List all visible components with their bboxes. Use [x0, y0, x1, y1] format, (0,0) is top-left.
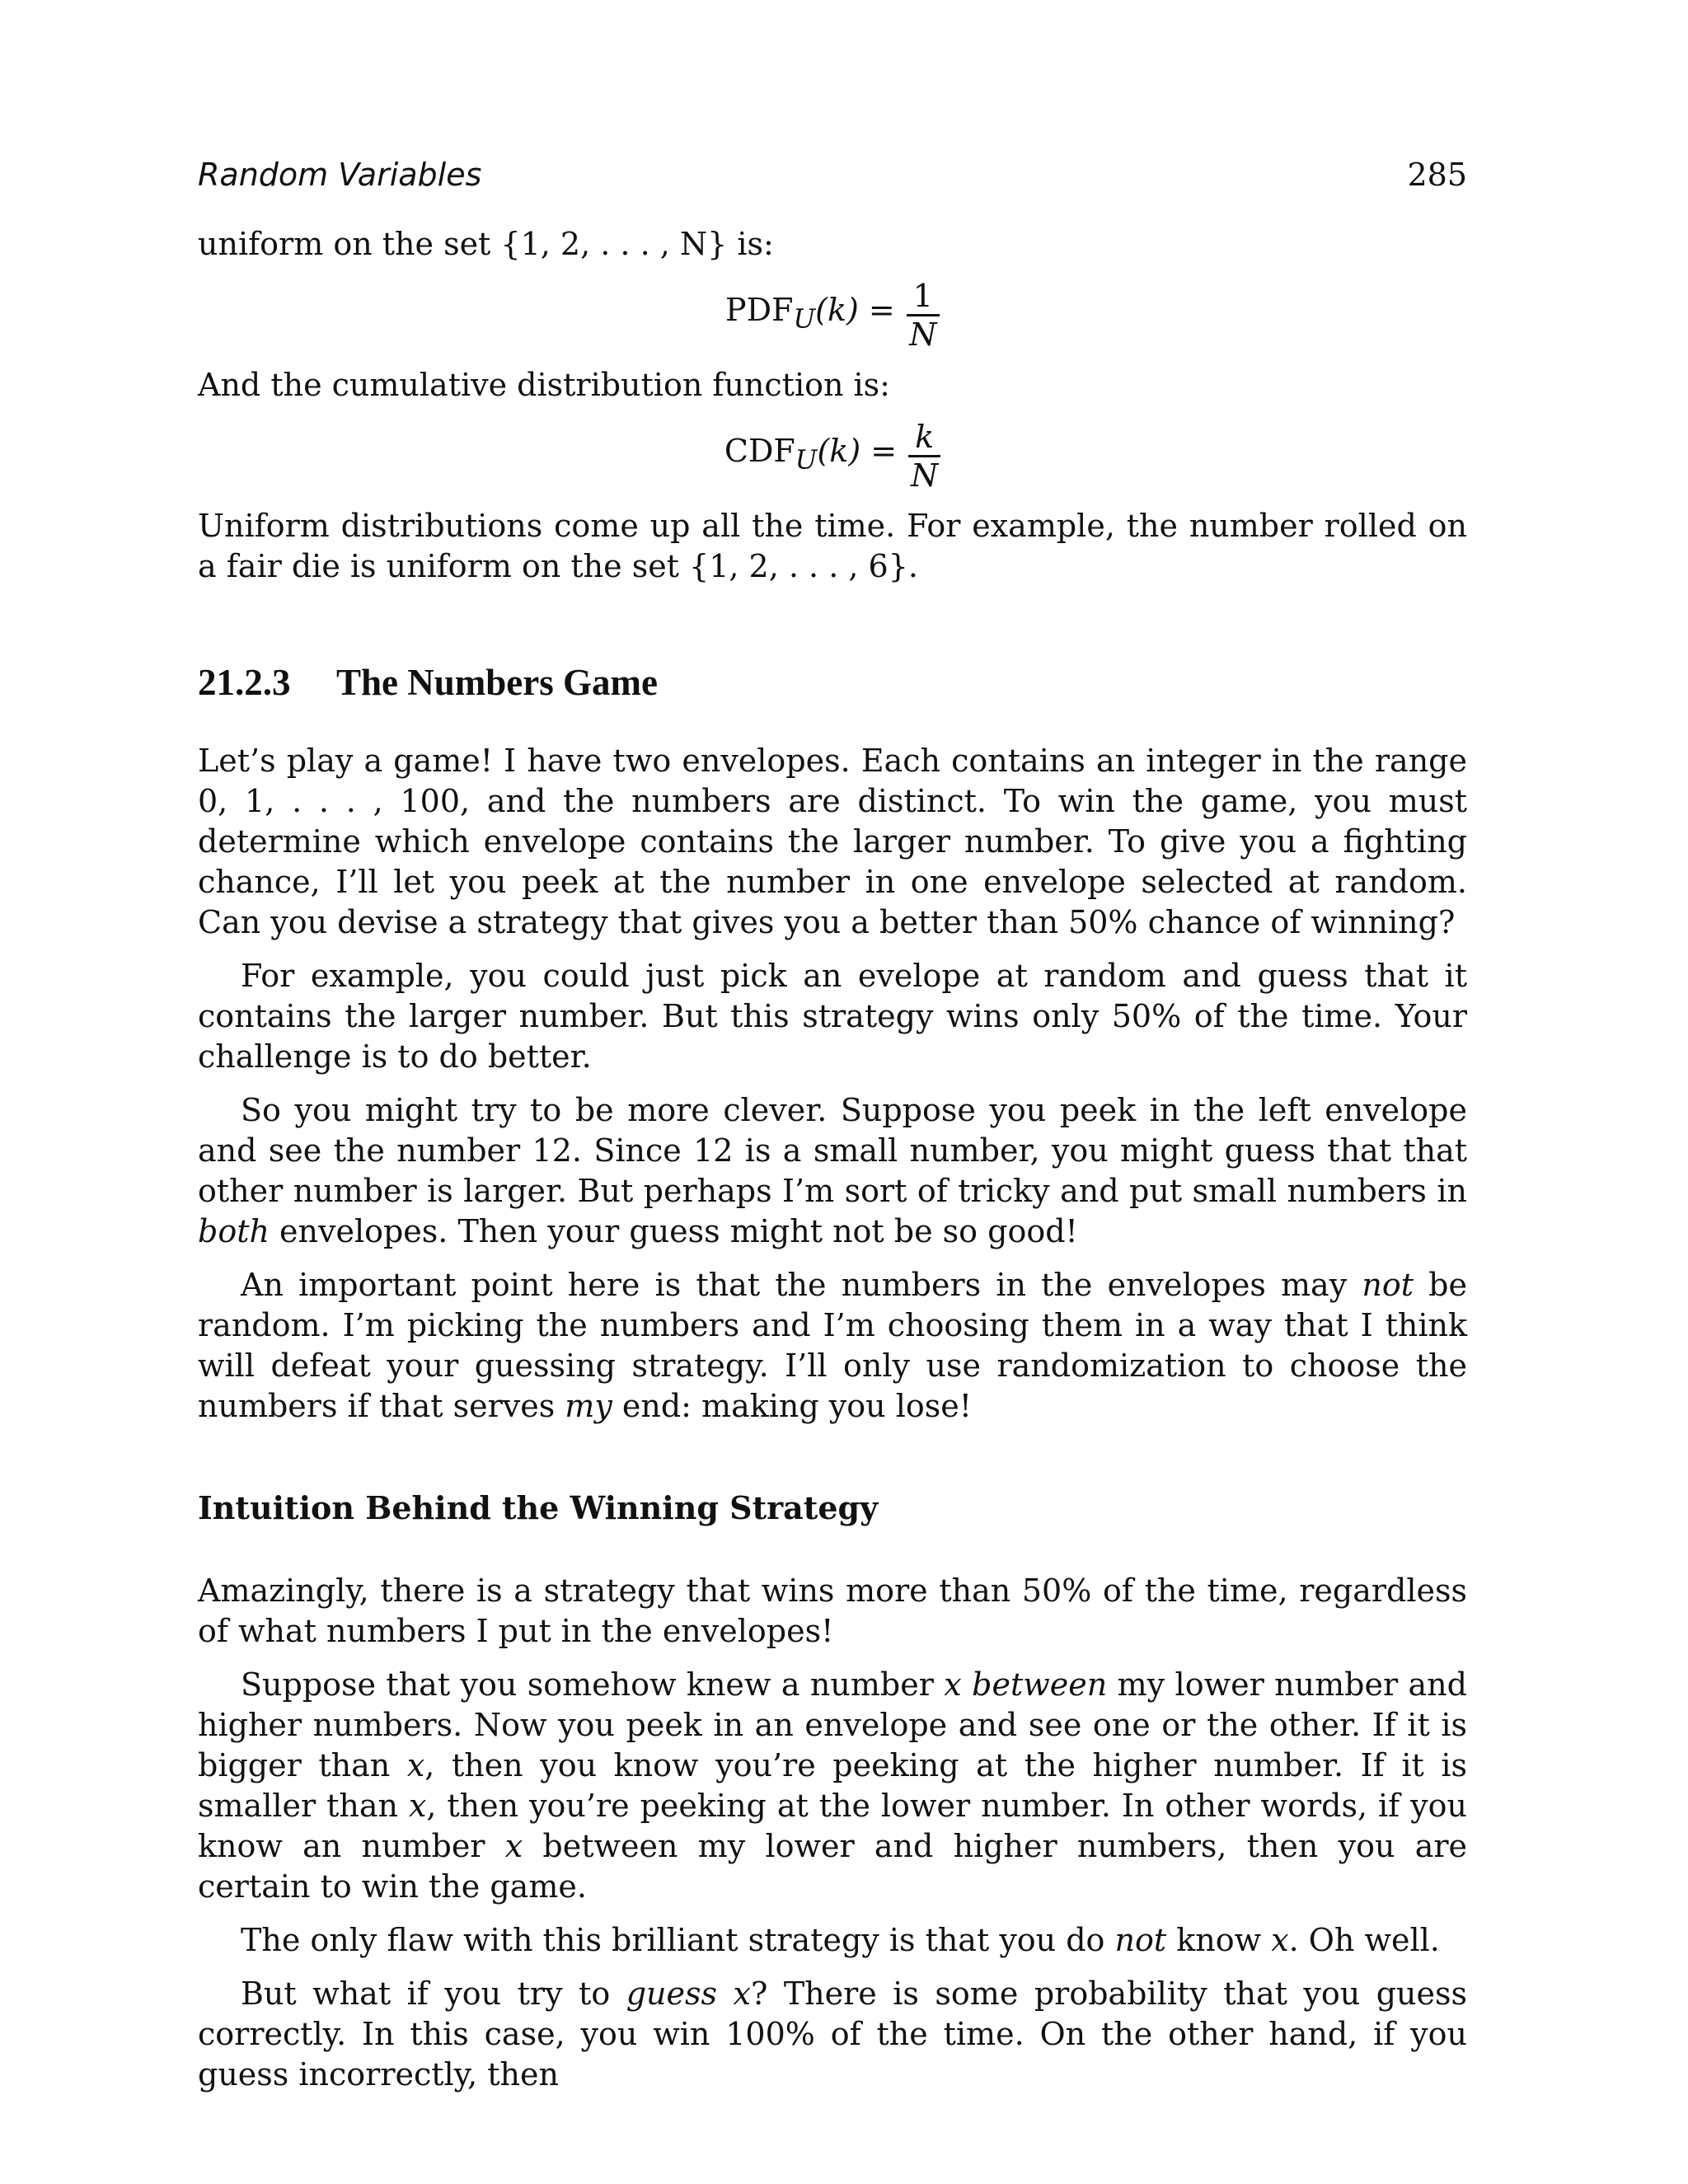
cdf-lhs — [724, 431, 897, 481]
text-run: . Oh well. — [1288, 1922, 1440, 1958]
section-number: 21.2.3 — [198, 662, 291, 703]
pdf-subscript: U — [793, 304, 816, 335]
subsection-paragraph-4 — [198, 1974, 1467, 2095]
math-variable: x — [1271, 1922, 1289, 1958]
text-run: So you might try to be more clever. Suppose you peek in the left envelope and see the number 12. Since 12 is a small number, you might guess that that other number is larger. But perhaps I’m sort of tricky and put small numbers in — [198, 1092, 1467, 1209]
running-title: Random Variables — [198, 157, 482, 193]
subsection-paragraph-2 — [198, 1665, 1467, 1907]
text-run: But what if you try to — [241, 1975, 626, 2012]
text-run: Suppose that you somehow knew a number — [241, 1666, 945, 1703]
cdf-intro: And the cumulative distribution function is: — [198, 367, 890, 403]
text-run: be random. I’m picking the numbers and I’m choosing them in a way that I think will defeat your guessing strategy. I’ll only use randomization to choose the numbers if that serves — [198, 1267, 1467, 1424]
text-run: end: making you lose! — [612, 1388, 972, 1424]
cdf-label: CDF — [724, 432, 795, 469]
text-run: envelopes. Then your guess might not be so good! — [269, 1213, 1078, 1249]
section-title: The Numbers Game — [336, 662, 658, 703]
page-number: 285 — [1407, 157, 1467, 193]
text-run: know — [1166, 1922, 1272, 1958]
page-body — [198, 224, 1467, 2095]
pdf-denominator: N — [909, 316, 937, 353]
pdf-label: PDF — [725, 291, 794, 328]
section-paragraph-2: For example, you could just pick an evelope at random and guess that it contains the larger number. But this strategy wins only 50% of the time. Your challenge is to do better. — [198, 958, 1467, 1075]
emphasis: my — [565, 1388, 612, 1424]
text-run: my lower number and higher numbers. Now you peek in an envelope and see one or the other. If it is bigger than — [198, 1666, 1467, 1783]
cdf-numerator: k — [908, 419, 940, 457]
cdf-fraction — [908, 419, 940, 494]
emphasis: between — [972, 1666, 1108, 1703]
cdf-denominator: N — [910, 457, 939, 494]
running-header — [198, 157, 1467, 198]
uniform-paragraph: Uniform distributions come up all the time. For example, the number rolled on a fair die is uniform on the set {1, 2, . . . , 6}. — [198, 508, 1467, 584]
math-variable: x — [944, 1666, 962, 1703]
emphasis: not — [1362, 1267, 1414, 1303]
text-run: ? There is some probability that you guess correctly. In this case, you win 100% of the time. On the other hand, if you guess incorrectly, then — [198, 1975, 1467, 2093]
section-paragraph-1: Let’s play a game! I have two envelopes. Each contains an integer in the range 0, 1, . . . , 100, and the numbers are distinct. To win the game, you must determine which envelope contains the larger number. To give you a fighting chance, I’ll let you peek at the number in one envelope selected at random. Can you devise a strategy that gives you a better than 50% chance of winning? — [198, 743, 1467, 940]
document-page — [198, 0, 1467, 2184]
pdf-argument: (k) = — [815, 291, 895, 328]
text-run: The only flaw with this brilliant strategy is that you do — [241, 1922, 1115, 1958]
intro-line: uniform on the set {1, 2, . . . , N} is: — [198, 226, 774, 262]
subsection-paragraph-1: Amazingly, there is a strategy that wins more than 50% of the time, regardless of what numbers I put in the envelopes! — [198, 1572, 1467, 1649]
pdf-numerator: 1 — [907, 278, 940, 316]
text-run: , then you’re peeking at the lower number. In other words, if you know an number — [198, 1788, 1467, 1864]
math-variable: x — [504, 1828, 523, 1864]
pdf-fraction — [907, 278, 940, 353]
pdf-equation — [198, 274, 1467, 355]
subsection-paragraph-3 — [198, 1920, 1467, 1961]
text-run: An important point here is that the numbers in the envelopes may — [241, 1267, 1362, 1303]
emphasis: not — [1114, 1922, 1167, 1958]
math-variable: x — [408, 1788, 427, 1824]
subsection-heading: Intuition Behind the Winning Strategy — [198, 1489, 879, 1526]
section-heading — [198, 663, 1467, 703]
cdf-equation — [198, 415, 1467, 496]
emphasis: both — [198, 1213, 270, 1249]
section-paragraph-3 — [198, 1090, 1467, 1252]
cdf-subscript: U — [795, 445, 818, 476]
text-run: between my lower and higher numbers, then you are certain to win the game. — [198, 1828, 1467, 1905]
emphasis: guess x — [626, 1975, 751, 2012]
cdf-argument: (k) = — [817, 432, 898, 469]
section-paragraph-4 — [198, 1265, 1467, 1427]
text-run: , then you know you’re peeking at the higher number. If it is smaller than — [198, 1747, 1467, 1824]
pdf-lhs — [725, 290, 895, 340]
math-variable: x — [406, 1747, 425, 1783]
